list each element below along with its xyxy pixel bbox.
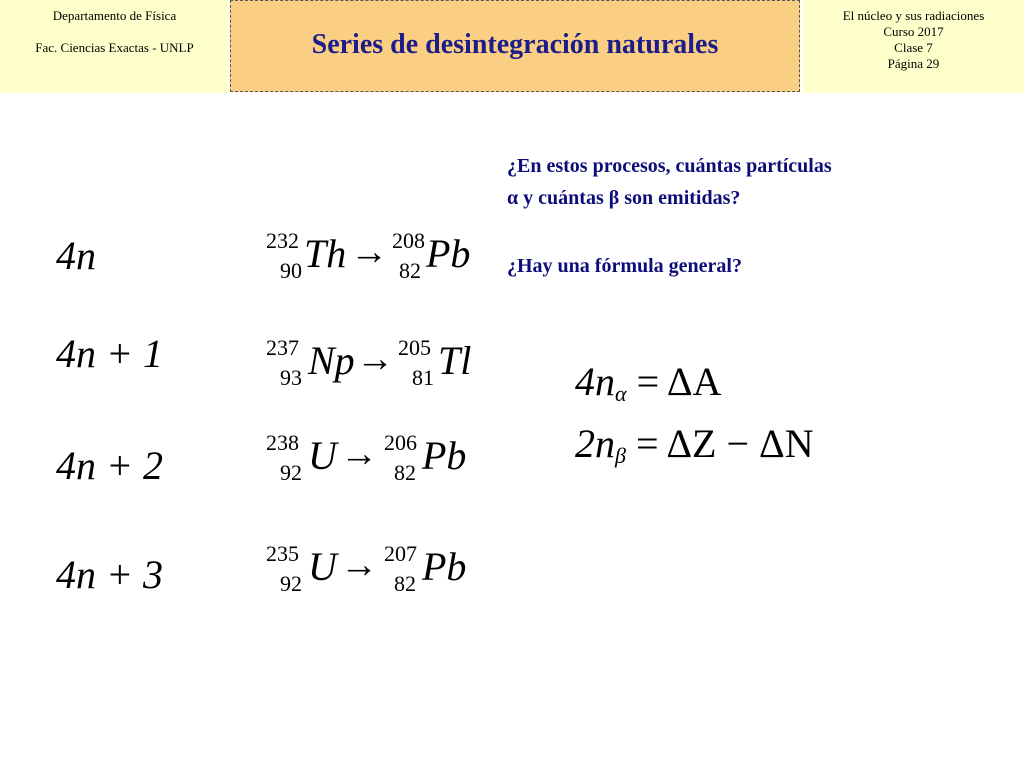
question-line-2: α y cuántas β son emitidas?	[507, 187, 741, 209]
parent-symbol: Th	[304, 231, 347, 276]
daughter-atomic-number: 82	[394, 460, 416, 485]
page-number: Página 29	[887, 56, 940, 71]
alpha-formula	[575, 358, 722, 407]
parent-atomic-number: 92	[280, 460, 302, 485]
beta-coefficient: 2n	[575, 421, 615, 466]
series-label-4n1: 4n + 1	[56, 331, 163, 376]
parent-mass-number: 237	[266, 335, 299, 360]
question-particles	[507, 150, 832, 214]
series-label-4n: 4n	[56, 233, 96, 278]
daughter-mass-number: 208	[392, 228, 425, 253]
daughter-symbol: Tl	[438, 338, 472, 383]
beta-formula	[575, 420, 814, 469]
alpha-rhs: = ΔA	[626, 359, 722, 404]
arrow-icon: →	[356, 338, 394, 380]
class-number: Clase 7	[894, 40, 933, 55]
alpha-subscript: α	[615, 381, 627, 406]
parent-symbol: U	[308, 544, 337, 589]
arrow-icon: →	[340, 433, 378, 475]
daughter-atomic-number: 82	[394, 571, 416, 596]
daughter-symbol: Pb	[426, 231, 471, 276]
parent-atomic-number: 93	[280, 365, 302, 390]
course-year: Curso 2017	[883, 24, 944, 39]
arrow-icon: →	[350, 231, 388, 273]
beta-subscript: β	[615, 443, 626, 468]
daughter-mass-number: 207	[384, 541, 417, 566]
parent-mass-number: 235	[266, 541, 299, 566]
alpha-coefficient: 4n	[575, 359, 615, 404]
parent-symbol: U	[308, 433, 337, 478]
header-left	[0, 0, 229, 93]
question-formula: ¿Hay una fórmula general?	[507, 255, 742, 277]
beta-rhs: = ΔZ − ΔN	[625, 421, 814, 466]
arrow-icon: →	[340, 544, 378, 586]
parent-symbol: Np	[308, 338, 355, 383]
parent-atomic-number: 90	[280, 258, 302, 283]
department-label: Departamento de Física	[52, 8, 177, 23]
title-box	[230, 0, 800, 92]
parent-mass-number: 232	[266, 228, 299, 253]
parent-mass-number: 238	[266, 430, 299, 455]
daughter-symbol: Pb	[422, 433, 467, 478]
daughter-mass-number: 205	[398, 335, 431, 360]
daughter-atomic-number: 81	[412, 365, 434, 390]
series-label-4n3: 4n + 3	[56, 552, 163, 597]
daughter-mass-number: 206	[384, 430, 417, 455]
question-line-1: ¿En estos procesos, cuántas partículas	[507, 155, 832, 177]
slide-title: Series de desintegración naturales	[311, 29, 719, 60]
faculty-label: Fac. Ciencias Exactas - UNLP	[35, 40, 194, 55]
parent-atomic-number: 92	[280, 571, 302, 596]
course-topic: El núcleo y sus radiaciones	[842, 8, 985, 23]
daughter-atomic-number: 82	[399, 258, 421, 283]
header-right	[803, 0, 1024, 93]
daughter-symbol: Pb	[422, 544, 467, 589]
series-label-4n2: 4n + 2	[56, 443, 163, 488]
